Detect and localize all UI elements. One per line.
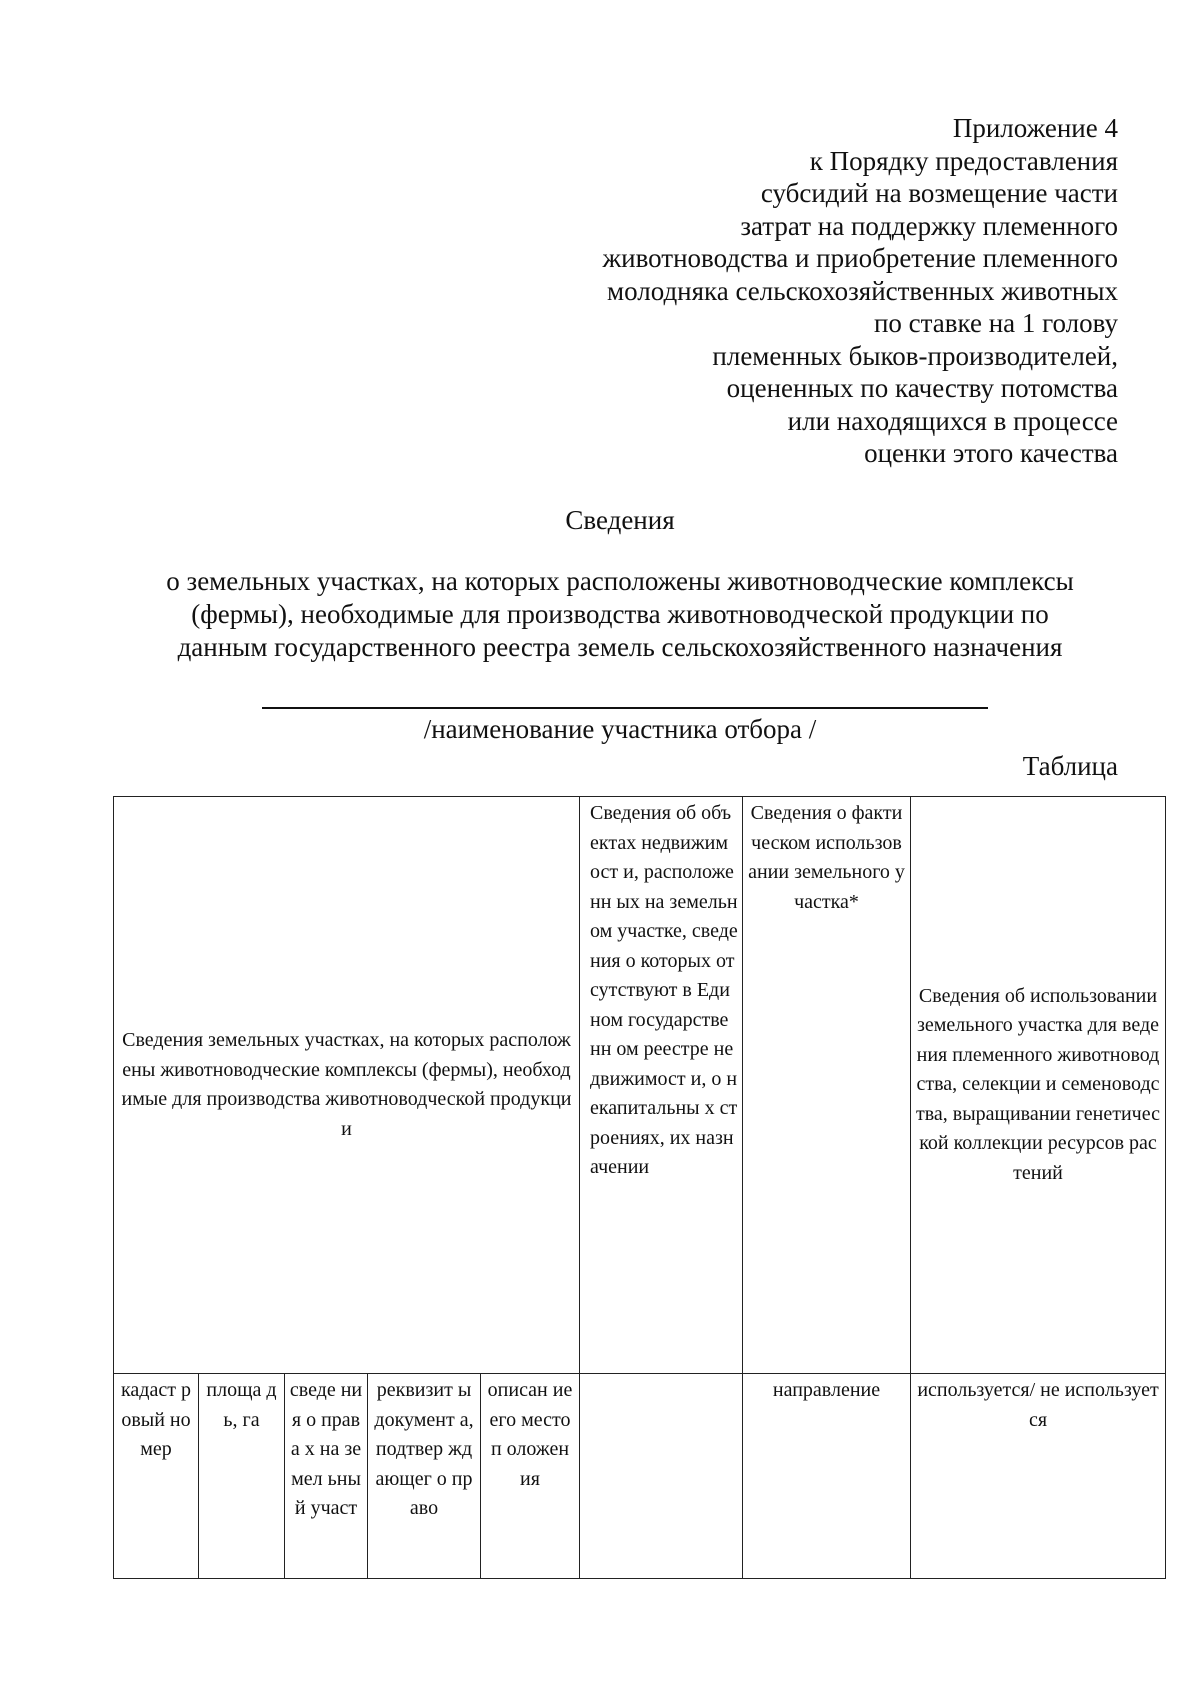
appendix-line: животноводства и приобретение племенного bbox=[602, 243, 1118, 273]
subheader-requisites: реквизит ы документ а, подтвер ждающег о право bbox=[368, 1374, 481, 1579]
header-actual-use: Сведения о фактическом использовании земельного участка* bbox=[743, 797, 911, 1374]
header-land-plots: Сведения земельных участках, на которых расположены животноводческие комплексы (фермы), необходимые для производства животноводческой продукции bbox=[114, 797, 580, 1374]
header-breeding-use: Сведения об использовании земельного участка для ведения племенного животноводства, селекции и семеноводства, выращивании генетической коллекции ресурсов растений bbox=[911, 797, 1166, 1374]
appendix-line: оцененных по качеству потомства bbox=[726, 373, 1118, 403]
subheader-cadastral-number: кадаст ровый номер bbox=[114, 1374, 199, 1579]
subheader-area: площа дь, га bbox=[199, 1374, 285, 1579]
subtitle-line: (фермы), необходимые для производства животноводческой продукции по bbox=[191, 599, 1049, 629]
table-caption: Таблица bbox=[1022, 751, 1118, 781]
document-subtitle bbox=[0, 565, 1200, 664]
header-real-estate: Сведения об объектах недвижимост и, расположенн ых на земельном участке, сведения о которых отсутствуют в Едином государственн ом реестре недвижимост и, о некапитальны х строениях, их назначении bbox=[580, 797, 743, 1374]
appendix-line: по ставке на 1 голову bbox=[873, 308, 1118, 338]
subheader-location: описан ие его местоп оложен ия bbox=[481, 1374, 580, 1579]
subheader-rights: сведе ния о права х на земел ьный участ bbox=[285, 1374, 368, 1579]
appendix-reference bbox=[602, 112, 1118, 470]
appendix-line: племенных быков-производителей, bbox=[712, 340, 1118, 371]
appendix-line: субсидий на возмещение части bbox=[760, 178, 1118, 208]
appendix-line: Приложение 4 bbox=[952, 113, 1118, 143]
appendix-line: затрат на поддержку племенного bbox=[740, 210, 1118, 241]
table-subheader-row bbox=[114, 1374, 1166, 1579]
participant-name-caption: /наименование участника отбора / bbox=[423, 714, 817, 744]
appendix-line: молодняка сельскохозяйственных животных bbox=[607, 275, 1118, 306]
table-header-row bbox=[114, 797, 1166, 1374]
subtitle-line: о земельных участках, на которых расположены животноводческие комплексы bbox=[166, 566, 1074, 596]
appendix-line: или находящихся в процессе bbox=[787, 405, 1118, 436]
subtitle-line: данным государственного реестра земель сельскохозяйственного назначения bbox=[177, 632, 1063, 662]
appendix-line: оценки этого качества bbox=[864, 438, 1118, 468]
participant-name-fill-line bbox=[262, 707, 988, 709]
appendix-line: к Порядку предоставления bbox=[809, 145, 1118, 176]
subheader-real-estate bbox=[580, 1374, 743, 1579]
subheader-used: используется/ не используется bbox=[911, 1374, 1166, 1579]
land-plots-table bbox=[113, 796, 1166, 1579]
document-title: Сведения bbox=[565, 505, 675, 535]
subheader-direction: направление bbox=[743, 1374, 911, 1579]
